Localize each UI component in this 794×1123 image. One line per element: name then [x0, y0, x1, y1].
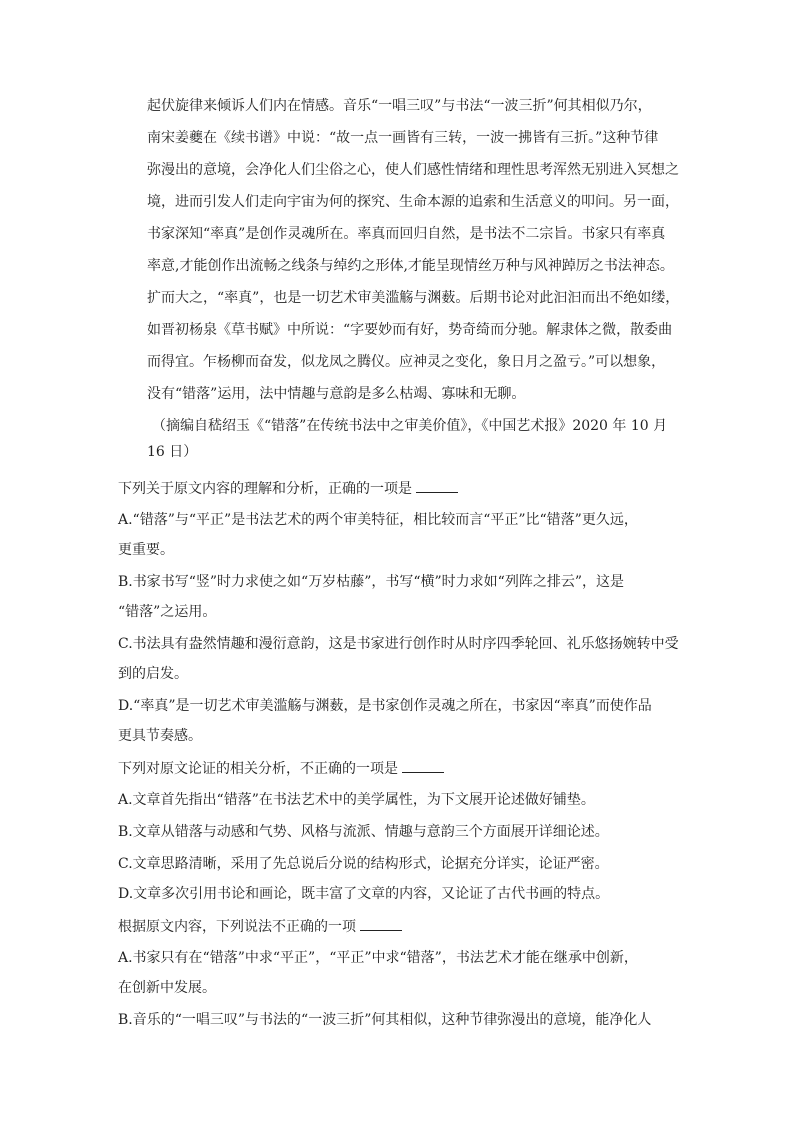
passage-line: 如晋初杨泉《草书赋》中所说：“字要妙而有好，势奇绮而分驰。解隶体之微，散委曲: [147, 322, 673, 338]
option-c[interactable]: C.书法具有盎然情趣和漫衍意韵，这是书家进行创作时从时序四季轮回、礼乐悠扬婉转中受: [118, 636, 679, 652]
option-b[interactable]: B.文章从错落与动感和气势、风格与流派、情趣与意韵三个方面展开详细论述。: [118, 824, 609, 840]
question-stem-text: 根据原文内容，下列说法不正确的一项: [118, 919, 356, 935]
answer-blank[interactable]: [416, 478, 458, 493]
option-a[interactable]: A.书家只有在“错落”中求“平正”，“平正”中求“错落”，书法艺术才能在继承中创新，: [118, 950, 638, 966]
option-b[interactable]: B.书家书写“竖”时力求使之如“万岁枯藤”，书写“横”时力求如“列阵之排云”，这是: [118, 574, 624, 590]
passage-line: 率意,才能创作出流畅之线条与绰约之形体,才能呈现情丝万种与风神踔厉之书法神态。: [147, 258, 674, 274]
passage-line: 书家深知“率真”是创作灵魂所在。率真而回归自然，是书法不二宗旨。书家只有率真: [147, 226, 666, 242]
option-d[interactable]: D.“率真”是一切艺术审美滥觞与渊薮，是书家创作灵魂之所在，书家因“率真”而使作品: [118, 698, 652, 714]
question-stem: [118, 758, 444, 779]
passage-line: 境，进而引发人们走向宇宙为何的探究、生命本源的追索和生活意义的叩问。另一面，: [147, 194, 679, 210]
question-stem: [118, 916, 402, 937]
option-d[interactable]: D.文章多次引用书论和画论，既丰富了文章的内容，又论证了古代书画的特点。: [118, 886, 610, 902]
question-stem-text: 下列对原文论证的相关分析，不正确的一项是: [118, 761, 398, 777]
source-citation: （摘编自嵇绍玉《“错落”在传统书法中之审美价值》，《中国艺术报》2020 年 10 月: [152, 418, 668, 434]
option-b[interactable]: B.音乐的“一唱三叹”与书法的“一波三折”何其相似，这种节律弥漫出的意境，能净化人: [118, 1012, 652, 1028]
option-a[interactable]: A.文章首先指出“错落”在书法艺术中的美学属性，为下文展开论述做好铺垫。: [118, 792, 595, 808]
passage-line: 扩而大之，“率真”，也是一切艺术审美滥觞与渊薮。后期书论对此汩汩而出不绝如缕，: [147, 290, 680, 306]
option-c-cont: 到的启发。: [118, 666, 188, 682]
option-a-cont: 更重要。: [118, 542, 174, 558]
option-a-cont: 在创新中发展。: [118, 980, 216, 996]
passage-line: 弥漫出的意境，会净化人们尘俗之心，使人们感性情绪和理性思考浑然无别进入冥想之: [147, 162, 679, 178]
passage-line: 而得宜。乍杨柳而奋发，似龙凤之腾仪。应神灵之变化，象日月之盈亏。”可以想象，: [147, 354, 666, 370]
question-stem: [118, 478, 458, 499]
question-stem-text: 下列关于原文内容的理解和分析，正确的一项是: [118, 481, 412, 497]
option-c[interactable]: C.文章思路清晰，采用了先总说后分说的结构形式，论据充分详实，论证严密。: [118, 856, 609, 872]
option-a[interactable]: A.“错落”与“平正”是书法艺术的两个审美特征，相比较而言“平正”比“错落”更久远，: [118, 512, 638, 528]
passage-line: 没有“错落”运用，法中情趣与意韵是多么枯竭、寡味和无聊。: [147, 386, 526, 402]
option-d-cont: 更具节奏感。: [118, 728, 202, 744]
option-b-cont: “错落”之运用。: [118, 604, 217, 620]
passage-line: 南宋姜夔在《续书谱》中说：“故一点一画皆有三转，一波一拂皆有三折。”这种节律: [147, 130, 659, 146]
answer-blank[interactable]: [360, 916, 402, 931]
passage-line: 起伏旋律来倾诉人们内在情感。音乐“一唱三叹”与书法“一波三折”何其相似乃尔，: [147, 98, 652, 114]
answer-blank[interactable]: [402, 758, 444, 773]
source-citation-cont: 16 日）: [147, 444, 198, 460]
